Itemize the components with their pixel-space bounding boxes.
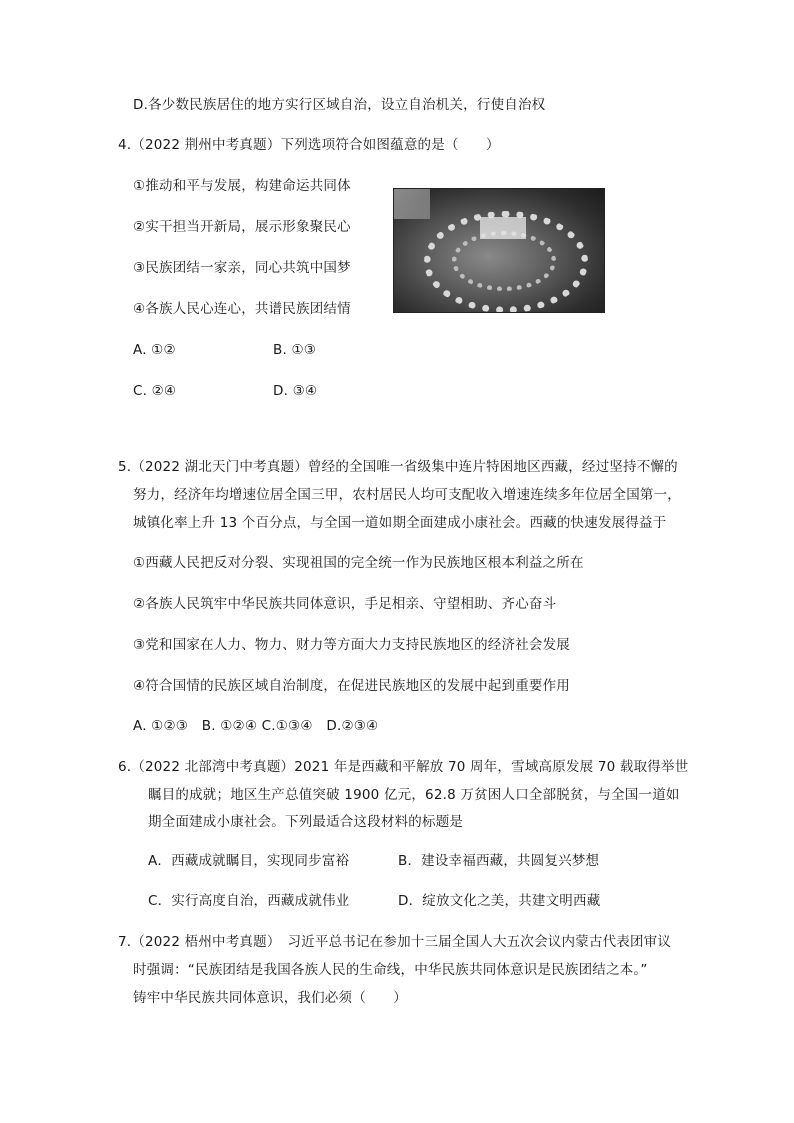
q4-item-1: ①推动和平与发展，构建命运共同体 (133, 178, 351, 194)
q4-item-2: ②实干担当开新局，展示形象聚民心 (133, 219, 351, 235)
q5-stem-line-1: 5.（2022 湖北天门中考真题）曾经的全国唯一省级集中连片特困地区西藏，经过坚持不懈的 (118, 459, 678, 475)
q4-photo-dancers-circle (393, 188, 605, 313)
q7-stem-line-3: 铸牢中华民族共同体意识，我们必须（ ） (133, 990, 407, 1006)
photo-dancer-ring-inner (452, 231, 556, 291)
q6-option-b: B．建设幸福西藏，共圆复兴梦想 (398, 853, 600, 869)
photo-center-stage (480, 217, 526, 239)
q5-item-3: ③党和国家在人力、物力、财力等方面大力支持民族地区的经济社会发展 (133, 637, 571, 653)
q4-option-b: B. ①③ (273, 342, 317, 358)
q4-option-a: A. ①② (133, 342, 176, 358)
q4-stem: 4.（2022 荆州中考真题）下列选项符合如图蕴意的是（ ） (118, 137, 500, 153)
q6-option-c: C．实行高度自治，西藏成就伟业 (148, 893, 350, 909)
q4-option-d: D. ③④ (273, 383, 318, 399)
photo-corner-shape (394, 189, 430, 219)
q3-option-d: D.各少数民族居住的地方实行区域自治，设立自治机关，行使自治权 (133, 97, 546, 113)
q6-option-a: A．西藏成就瞩目，实现同步富裕 (148, 853, 350, 869)
q7-stem-line-1: 7.（2022 梧州中考真题） 习近平总书记在参加十三届全国人大五次会议内蒙古代表团审议 (118, 934, 672, 950)
q5-stem-line-2: 努力，经济年均增速位居全国三甲，农村居民人均可支配收入增速连续多年位居全国第一， (133, 487, 681, 503)
q5-options: A. ①②③ B. ①②④ C.①③④ D.②③④ (133, 718, 379, 734)
q4-option-c: C. ②④ (133, 383, 177, 399)
q6-stem-line-2: 瞩目的成就；地区生产总值突破 1900 亿元，62.8 万贫困人口全部脱贫，与全国一道如 (148, 787, 680, 803)
q4-item-4: ④各族人民心连心，共谱民族团结情 (133, 301, 351, 317)
q6-option-d: D．绽放文化之美，共建文明西藏 (398, 893, 601, 909)
q5-stem-line-3: 城镇化率上升 13 个百分点，与全国一道如期全面建成小康社会。西藏的快速发展得益于 (133, 515, 667, 531)
q7-stem-line-2: 时强调：“民族团结是我国各族人民的生命线，中华民族共同体意识是民族团结之本。” (133, 962, 648, 978)
q6-stem-line-1: 6.（2022 北部湾中考真题）2021 年是西藏和平解放 70 周年，雪域高原发展 70 载取得举世 (118, 759, 689, 775)
q4-item-3: ③民族团结一家亲，同心共筑中国梦 (133, 260, 351, 276)
q5-item-4: ④符合国情的民族区域自治制度，在促进民族地区的发展中起到重要作用 (133, 678, 571, 694)
q6-stem-line-3: 期全面建成小康社会。下列最适合这段材料的标题是 (148, 814, 464, 830)
q5-item-2: ②各族人民筑牢中华民族共同体意识，手足相亲、守望相助、齐心奋斗 (133, 596, 557, 612)
q5-item-1: ①西藏人民把反对分裂、实现祖国的完全统一作为民族地区根本利益之所在 (133, 555, 584, 571)
